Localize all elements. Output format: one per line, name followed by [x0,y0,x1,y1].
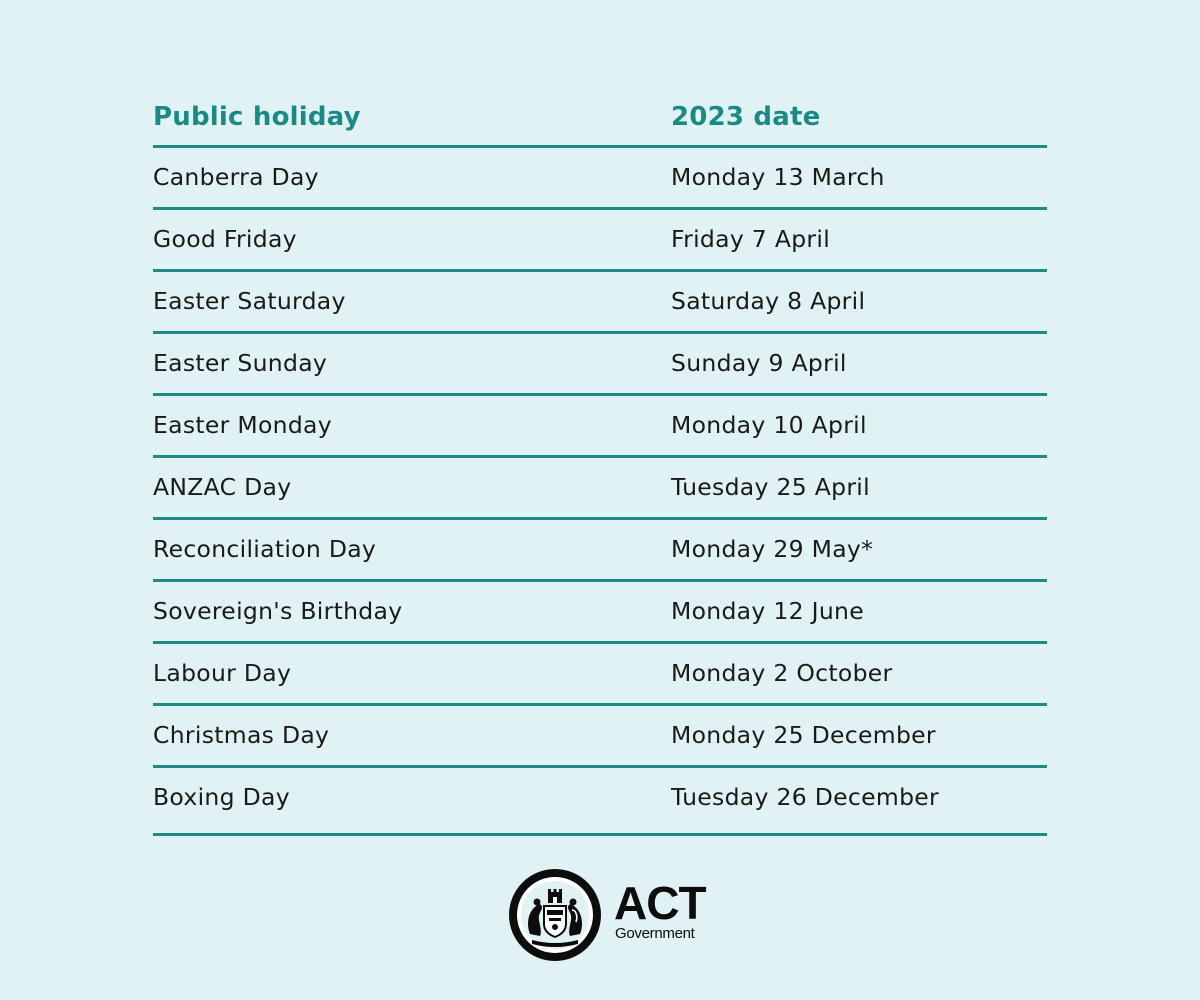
holiday-name: Christmas Day [153,721,330,749]
holiday-name: ANZAC Day [153,473,292,501]
holiday-date: Tuesday 25 April [671,473,870,501]
table-row [153,644,1047,706]
holiday-name: Easter Monday [153,411,332,439]
holiday-date: Tuesday 26 December [671,783,940,811]
holiday-name: Boxing Day [153,783,290,811]
table-row [153,768,1047,836]
header-2023-date: 2023 date [671,102,821,132]
holiday-name: Good Friday [153,225,297,253]
table-row [153,458,1047,520]
table-row [153,706,1047,768]
table-header [153,97,1047,148]
table-row [153,582,1047,644]
holiday-name: Easter Sunday [153,349,328,377]
brand-name: ACT [614,877,706,929]
act-government-logo [506,866,706,966]
holiday-date: Monday 25 December [671,721,936,749]
holiday-date: Monday 29 May* [671,535,874,563]
holiday-date: Monday 10 April [671,411,867,439]
holiday-name: Sovereign's Birthday [153,597,403,625]
table-row [153,334,1047,396]
holiday-name: Labour Day [153,659,292,687]
table-row [153,396,1047,458]
holiday-name: Easter Saturday [153,287,346,315]
holiday-date: Monday 12 June [671,597,864,625]
holiday-date: Sunday 9 April [671,349,847,377]
act-coat-of-arms-icon [506,866,604,964]
header-public-holiday: Public holiday [153,102,361,132]
brand-subtitle: Government [615,925,695,942]
holiday-date: Monday 13 March [671,163,885,191]
holiday-name: Canberra Day [153,163,319,191]
holiday-date: Saturday 8 April [671,287,866,315]
holiday-name: Reconciliation Day [153,535,377,563]
table-row [153,520,1047,582]
holiday-date: Friday 7 April [671,225,831,253]
holiday-table [153,97,1047,836]
table-row [153,210,1047,272]
table-row [153,272,1047,334]
holiday-date: Monday 2 October [671,659,893,687]
table-row [153,148,1047,210]
